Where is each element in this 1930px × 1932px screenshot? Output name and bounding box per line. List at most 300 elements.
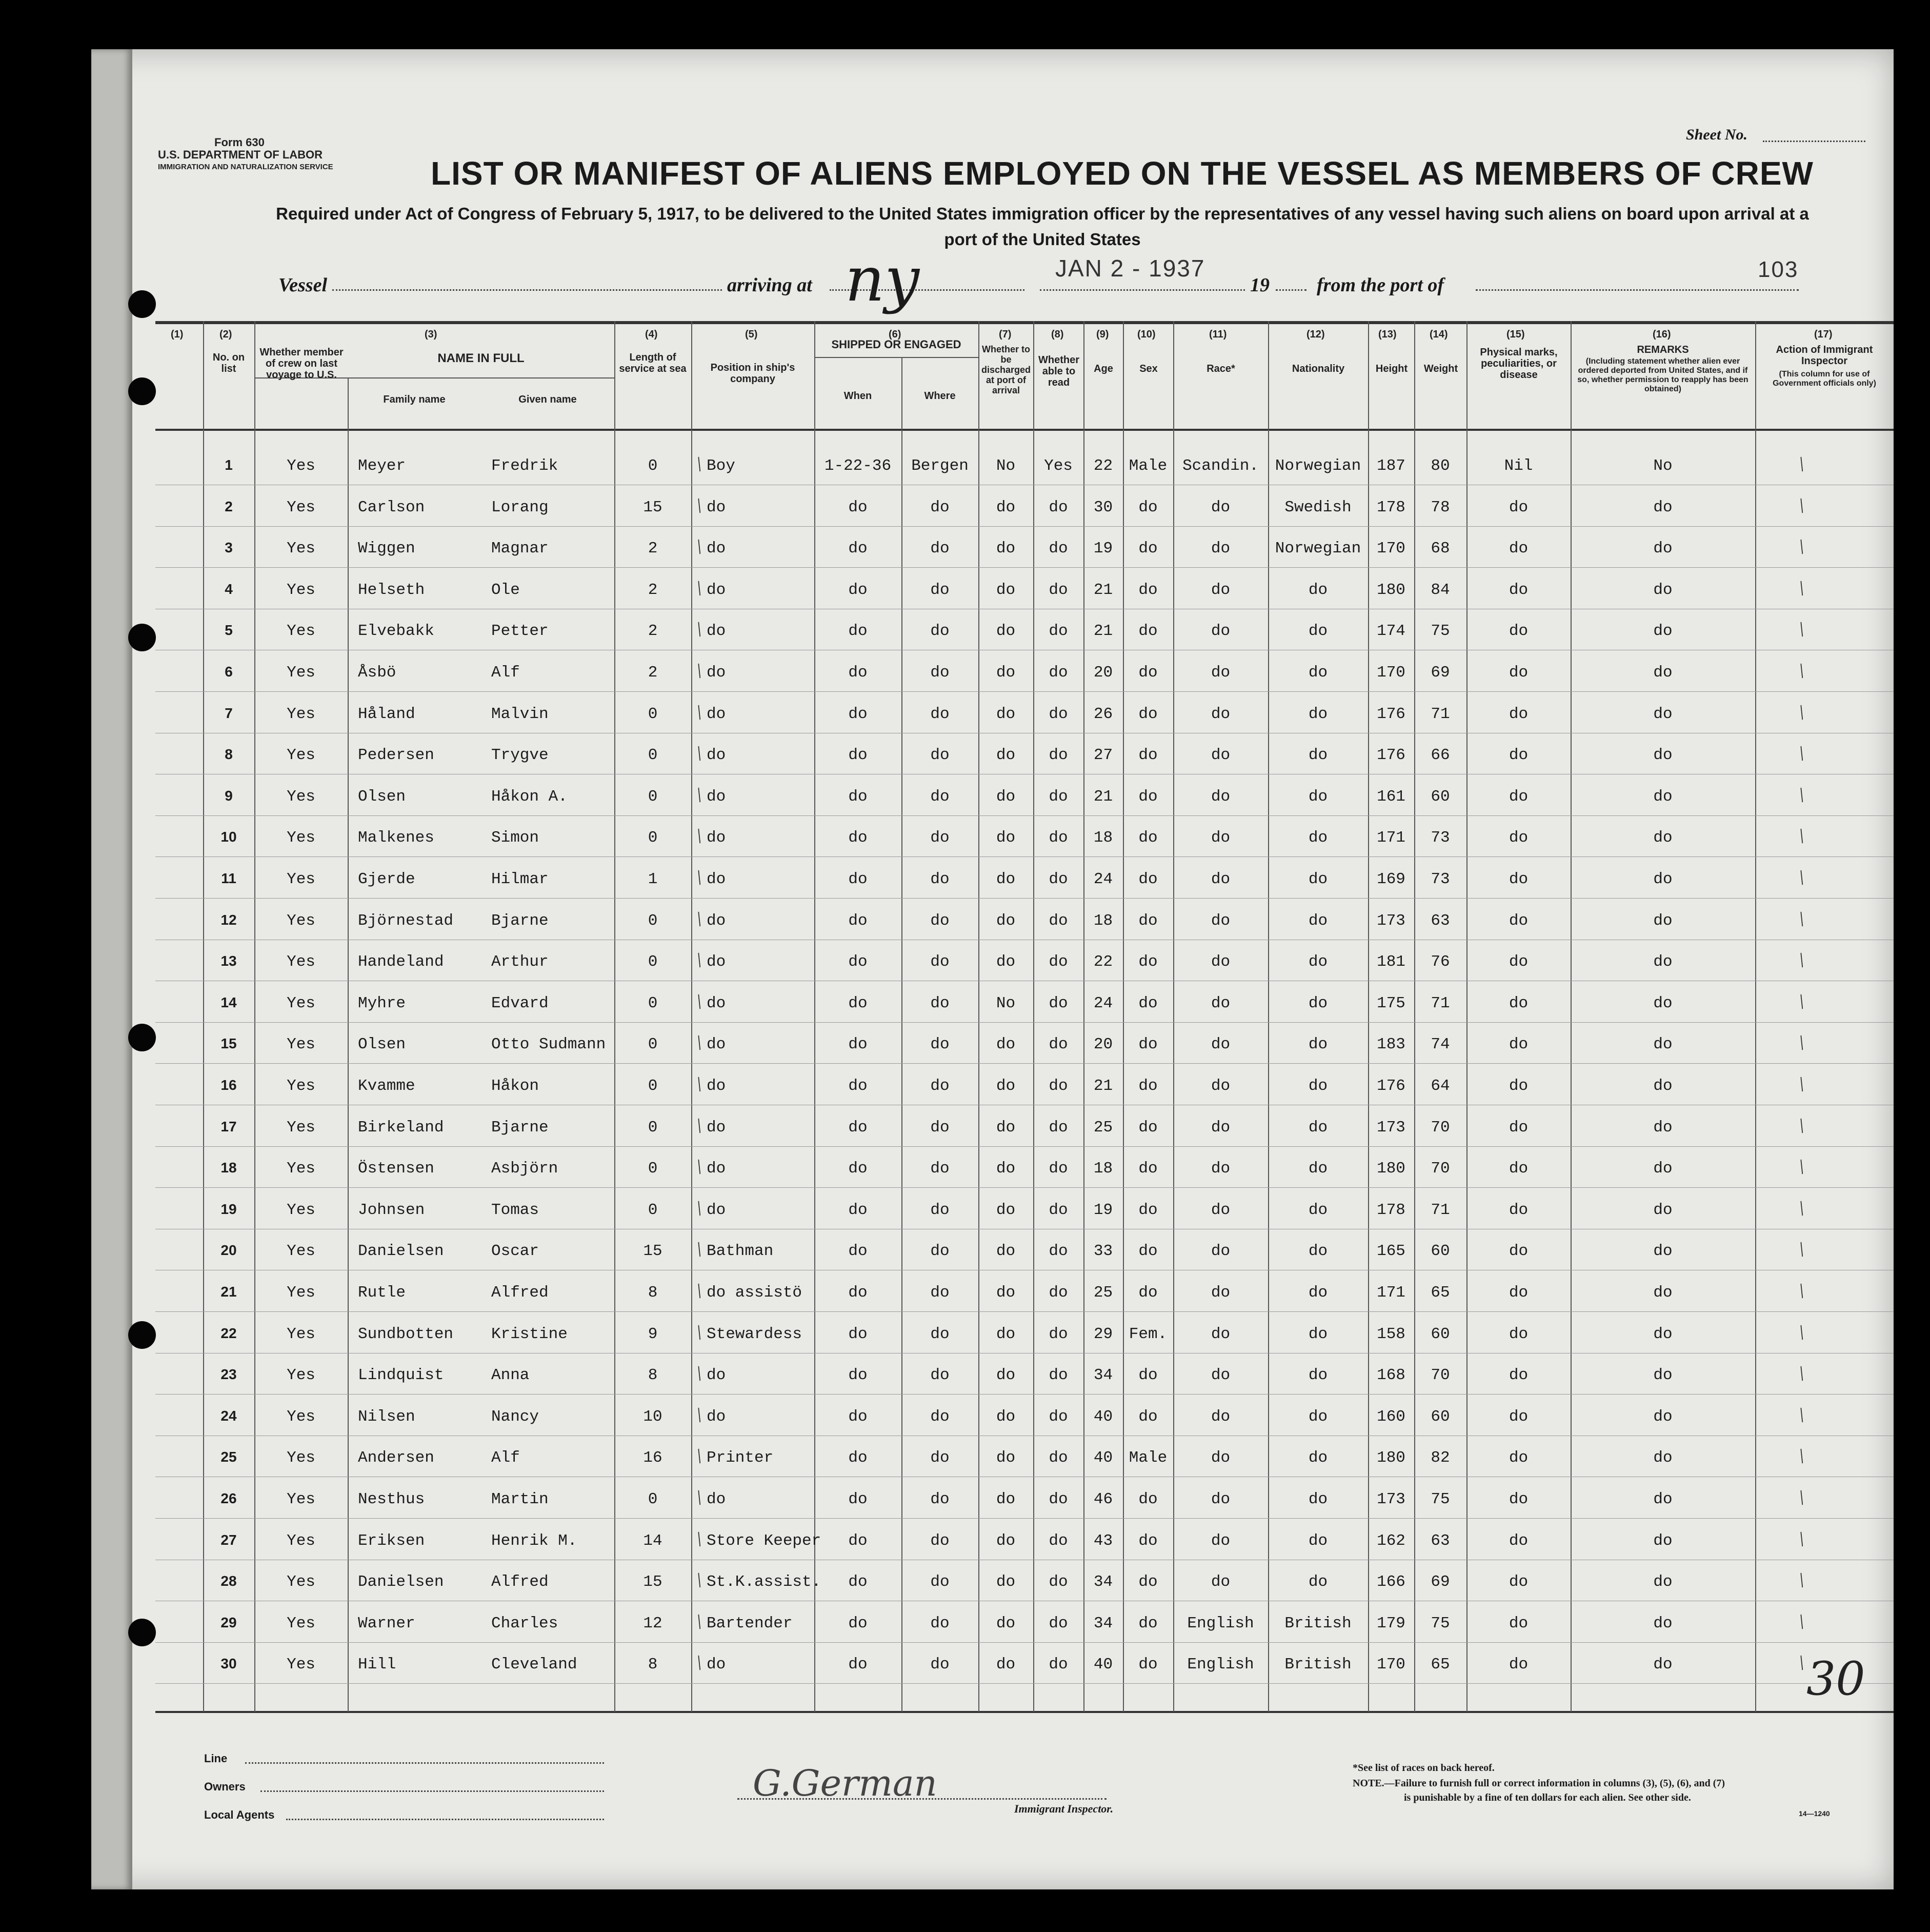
cell-discharged: do bbox=[996, 870, 1016, 888]
cell-discharged: do bbox=[996, 1284, 1016, 1302]
cell-sex: do bbox=[1138, 499, 1158, 516]
cell-age: 21 bbox=[1093, 581, 1113, 599]
cell-discharged: do bbox=[996, 1532, 1016, 1550]
cell-nationality: do bbox=[1308, 870, 1328, 888]
cell-able-to-read: do bbox=[1049, 1035, 1068, 1053]
cell-weight: 71 bbox=[1431, 994, 1450, 1012]
cell-weight: 65 bbox=[1431, 1656, 1450, 1674]
cell-remarks: do bbox=[1653, 1532, 1673, 1550]
cell-discharged: No bbox=[996, 994, 1016, 1012]
cell-sex: do bbox=[1138, 705, 1158, 723]
cell-age: 18 bbox=[1093, 912, 1113, 930]
form-identifier bbox=[158, 136, 333, 173]
arriving-label: arriving at bbox=[727, 274, 812, 296]
cell-given-name: Malvin bbox=[491, 705, 549, 723]
cell-service-length: 0 bbox=[648, 1490, 658, 1508]
cell-service-length: 14 bbox=[643, 1532, 662, 1550]
table-row bbox=[91, 1025, 1894, 1066]
cell-discharged: do bbox=[996, 1242, 1016, 1260]
cell-family-name: Hill bbox=[358, 1656, 396, 1674]
table-row bbox=[91, 1398, 1894, 1439]
cell-family-name: Gjerde bbox=[358, 870, 415, 888]
check-mark-icon: / bbox=[1794, 1527, 1810, 1551]
cell-physical-marks: do bbox=[1509, 912, 1529, 930]
cell-row-number: 22 bbox=[220, 1325, 237, 1341]
cell-discharged: do bbox=[996, 1449, 1016, 1467]
table-row bbox=[91, 1149, 1894, 1190]
cell-nationality: do bbox=[1308, 829, 1328, 847]
row-rule bbox=[155, 567, 1894, 568]
cell-able-to-read: do bbox=[1049, 1573, 1068, 1591]
cell-service-length: 0 bbox=[648, 788, 658, 806]
cell-physical-marks: do bbox=[1509, 1532, 1529, 1550]
cell-given-name: Bjarne bbox=[491, 912, 549, 930]
cell-crew-last-voyage: Yes bbox=[287, 1284, 315, 1302]
col3-header: NAME IN FULL bbox=[437, 351, 525, 365]
cell-row-number: 27 bbox=[220, 1532, 237, 1548]
cell-remarks: do bbox=[1653, 540, 1673, 557]
cell-remarks: do bbox=[1653, 499, 1673, 516]
col8-header: Whether able to read bbox=[1038, 354, 1079, 388]
cell-discharged: do bbox=[996, 912, 1016, 930]
cell-shipped-where: do bbox=[930, 1615, 950, 1632]
cell-discharged: do bbox=[996, 581, 1016, 599]
cell-service-length: 8 bbox=[648, 1656, 658, 1674]
col13-header: Height bbox=[1375, 363, 1408, 374]
col16-num: (16) bbox=[1653, 329, 1671, 340]
cell-physical-marks: do bbox=[1509, 1366, 1529, 1384]
line-field bbox=[245, 1762, 604, 1764]
col5-num: (5) bbox=[745, 329, 758, 340]
page-subtitle-cont: port of the United States bbox=[944, 230, 1141, 249]
cell-shipped-when: do bbox=[848, 1119, 868, 1137]
cell-given-name: Bjarne bbox=[491, 1119, 549, 1137]
cell-remarks: do bbox=[1653, 1490, 1673, 1508]
cell-able-to-read: do bbox=[1049, 1325, 1068, 1343]
cell-shipped-where: do bbox=[930, 1325, 950, 1343]
cell-shipped-where: do bbox=[930, 1532, 950, 1550]
cell-row-number: 24 bbox=[220, 1408, 237, 1424]
cell-sex: do bbox=[1138, 1366, 1158, 1384]
cell-weight: 75 bbox=[1431, 1490, 1450, 1508]
table-row bbox=[91, 1067, 1894, 1108]
cell-crew-last-voyage: Yes bbox=[287, 912, 315, 930]
cell-height: 178 bbox=[1377, 1201, 1405, 1219]
cell-sex: do bbox=[1138, 581, 1158, 599]
check-mark-icon: / bbox=[1794, 493, 1810, 517]
cell-position: Boy bbox=[707, 457, 735, 475]
cell-age: 20 bbox=[1093, 1035, 1113, 1053]
cell-shipped-where: do bbox=[930, 788, 950, 806]
form-code: 14—1240 bbox=[1799, 1809, 1830, 1818]
cell-able-to-read: do bbox=[1049, 540, 1068, 557]
cell-physical-marks: do bbox=[1509, 622, 1529, 640]
cell-position: Bartender bbox=[707, 1615, 793, 1632]
cell-shipped-when: do bbox=[848, 581, 868, 599]
cell-weight: 60 bbox=[1431, 788, 1450, 806]
cell-nationality: do bbox=[1308, 788, 1328, 806]
check-mark-icon: / bbox=[1794, 1403, 1810, 1427]
cell-row-number: 18 bbox=[220, 1160, 237, 1176]
cell-nationality: Norwegian bbox=[1275, 540, 1361, 557]
cell-race: do bbox=[1211, 1532, 1231, 1550]
table-row bbox=[91, 695, 1894, 736]
cell-shipped-where: do bbox=[930, 1490, 950, 1508]
cell-shipped-where: do bbox=[930, 746, 950, 764]
check-mark-icon: / bbox=[1794, 907, 1810, 931]
cell-age: 29 bbox=[1093, 1325, 1113, 1343]
owners-label: Owners bbox=[204, 1780, 246, 1793]
cell-weight: 74 bbox=[1431, 1035, 1450, 1053]
cell-height: 170 bbox=[1377, 540, 1405, 557]
col9-num: (9) bbox=[1096, 329, 1109, 340]
cell-service-length: 0 bbox=[648, 953, 658, 971]
col3-num: (3) bbox=[425, 329, 437, 340]
check-mark-icon: / bbox=[1794, 989, 1810, 1013]
cell-family-name: Handeland bbox=[358, 953, 444, 971]
cell-family-name: Kvamme bbox=[358, 1077, 415, 1095]
cell-row-number: 30 bbox=[220, 1656, 237, 1671]
cell-given-name: Arthur bbox=[491, 953, 549, 971]
cell-row-number: 23 bbox=[220, 1366, 237, 1382]
cell-given-name: Nancy bbox=[491, 1408, 539, 1426]
cell-race: English bbox=[1187, 1656, 1254, 1674]
cell-shipped-where: do bbox=[930, 953, 950, 971]
cell-weight: 70 bbox=[1431, 1366, 1450, 1384]
cell-sex: do bbox=[1138, 746, 1158, 764]
cell-race: do bbox=[1211, 1366, 1231, 1384]
cell-weight: 70 bbox=[1431, 1119, 1450, 1137]
cell-family-name: Andersen bbox=[358, 1449, 434, 1467]
cell-discharged: do bbox=[996, 1160, 1016, 1178]
cell-remarks: do bbox=[1653, 870, 1673, 888]
cell-discharged: do bbox=[996, 540, 1016, 557]
date-field bbox=[1040, 289, 1245, 291]
cell-height: 179 bbox=[1377, 1615, 1405, 1632]
table-row bbox=[91, 819, 1894, 860]
cell-discharged: do bbox=[996, 705, 1016, 723]
row-rule bbox=[155, 526, 1894, 527]
cell-height: 176 bbox=[1377, 1077, 1405, 1095]
cell-remarks: do bbox=[1653, 1615, 1673, 1632]
cell-crew-last-voyage: Yes bbox=[287, 1119, 315, 1137]
cell-sex: do bbox=[1138, 1284, 1158, 1302]
check-mark-icon: / bbox=[692, 824, 707, 848]
cell-race: do bbox=[1211, 1119, 1231, 1137]
table-row bbox=[91, 736, 1894, 777]
cell-position: do bbox=[707, 746, 726, 764]
cell-position: do bbox=[707, 540, 726, 557]
cell-row-number: 5 bbox=[225, 622, 233, 638]
cell-discharged: do bbox=[996, 622, 1016, 640]
cell-discharged: do bbox=[996, 953, 1016, 971]
cell-weight: 84 bbox=[1431, 581, 1450, 599]
cell-service-length: 0 bbox=[648, 1201, 658, 1219]
cell-discharged: No bbox=[996, 457, 1016, 475]
cell-service-length: 16 bbox=[643, 1449, 662, 1467]
cell-shipped-when: do bbox=[848, 1615, 868, 1632]
cell-shipped-where: do bbox=[930, 664, 950, 682]
cell-physical-marks: do bbox=[1509, 953, 1529, 971]
cell-able-to-read: do bbox=[1049, 622, 1068, 640]
cell-nationality: do bbox=[1308, 1408, 1328, 1426]
check-mark-icon: / bbox=[1794, 948, 1810, 972]
cell-shipped-where: do bbox=[930, 1366, 950, 1384]
cell-family-name: Rutle bbox=[358, 1284, 406, 1302]
check-mark-icon: / bbox=[692, 989, 707, 1013]
cell-sex: do bbox=[1138, 1077, 1158, 1095]
cell-position: do bbox=[707, 499, 726, 516]
cell-service-length: 0 bbox=[648, 1160, 658, 1178]
table-row bbox=[91, 860, 1894, 901]
check-mark-icon: / bbox=[1794, 534, 1810, 559]
cell-shipped-when: do bbox=[848, 912, 868, 930]
col9-header: Age bbox=[1094, 363, 1113, 374]
cell-shipped-when: do bbox=[848, 664, 868, 682]
cell-shipped-where: do bbox=[930, 1656, 950, 1674]
cell-height: 170 bbox=[1377, 664, 1405, 682]
check-mark-icon: / bbox=[692, 1568, 707, 1592]
cell-able-to-read: do bbox=[1049, 1532, 1068, 1550]
col3-given-header: Given name bbox=[518, 394, 577, 405]
cell-physical-marks: do bbox=[1509, 1035, 1529, 1053]
cell-shipped-when: do bbox=[848, 622, 868, 640]
cell-race: do bbox=[1211, 581, 1231, 599]
cell-nationality: do bbox=[1308, 1532, 1328, 1550]
cell-weight: 73 bbox=[1431, 870, 1450, 888]
table-row bbox=[91, 1522, 1894, 1563]
col3-family-header: Family name bbox=[383, 394, 446, 405]
cell-service-length: 2 bbox=[648, 581, 658, 599]
table-row bbox=[91, 1604, 1894, 1645]
cell-height: 180 bbox=[1377, 1160, 1405, 1178]
cell-shipped-where: Bergen bbox=[911, 457, 969, 475]
cell-given-name: Alfred bbox=[491, 1284, 549, 1302]
cell-race: do bbox=[1211, 1201, 1231, 1219]
cell-physical-marks: do bbox=[1509, 1656, 1529, 1674]
cell-given-name: Tomas bbox=[491, 1201, 539, 1219]
cell-weight: 78 bbox=[1431, 499, 1450, 516]
cell-physical-marks: do bbox=[1509, 1325, 1529, 1343]
cell-weight: 64 bbox=[1431, 1077, 1450, 1095]
cell-row-number: 2 bbox=[225, 499, 233, 514]
cell-sex: do bbox=[1138, 829, 1158, 847]
cell-nationality: do bbox=[1308, 581, 1328, 599]
cell-position: do bbox=[707, 705, 726, 723]
table-bottom-rule bbox=[155, 1711, 1894, 1713]
col17-note: (This column for use of Government officials only) bbox=[1773, 370, 1876, 388]
cell-nationality: do bbox=[1308, 1160, 1328, 1178]
cell-position: do bbox=[707, 1035, 726, 1053]
col7-header: Whether to be discharged at port of arrival bbox=[981, 344, 1031, 395]
cell-weight: 71 bbox=[1431, 1201, 1450, 1219]
cell-row-number: 9 bbox=[225, 788, 233, 804]
cell-race: do bbox=[1211, 1449, 1231, 1467]
list-number: 103 bbox=[1758, 257, 1799, 282]
cell-position: do bbox=[707, 1408, 726, 1426]
col10-num: (10) bbox=[1137, 329, 1156, 340]
cell-physical-marks: do bbox=[1509, 788, 1529, 806]
cell-crew-last-voyage: Yes bbox=[287, 457, 315, 475]
check-mark-icon: / bbox=[1794, 1196, 1810, 1220]
check-mark-icon: / bbox=[692, 1196, 707, 1220]
inspector-signature: G.German bbox=[753, 1762, 937, 1804]
table-row bbox=[91, 1191, 1894, 1232]
check-mark-icon: / bbox=[1794, 700, 1810, 724]
cell-given-name: Alf bbox=[491, 664, 520, 682]
cell-discharged: do bbox=[996, 1325, 1016, 1343]
cell-given-name: Martin bbox=[491, 1490, 549, 1508]
cell-position: do bbox=[707, 622, 726, 640]
check-mark-icon: / bbox=[1794, 783, 1810, 807]
cell-crew-last-voyage: Yes bbox=[287, 581, 315, 599]
cell-race: do bbox=[1211, 1284, 1231, 1302]
cell-sex: do bbox=[1138, 1242, 1158, 1260]
cell-service-length: 2 bbox=[648, 622, 658, 640]
cell-position: do bbox=[707, 912, 726, 930]
cell-shipped-where: do bbox=[930, 705, 950, 723]
cell-shipped-when: do bbox=[848, 788, 868, 806]
cell-shipped-when: do bbox=[848, 953, 868, 971]
cell-nationality: do bbox=[1308, 746, 1328, 764]
cell-discharged: do bbox=[996, 499, 1016, 516]
line-label: Line bbox=[204, 1752, 228, 1765]
cell-position: do bbox=[707, 664, 726, 682]
cell-age: 24 bbox=[1093, 994, 1113, 1012]
cell-able-to-read: do bbox=[1049, 581, 1068, 599]
cell-position: do bbox=[707, 1119, 726, 1137]
cell-height: 180 bbox=[1377, 581, 1405, 599]
cell-weight: 76 bbox=[1431, 953, 1450, 971]
cell-row-number: 3 bbox=[225, 540, 233, 555]
cell-given-name: Asbjörn bbox=[491, 1160, 558, 1178]
cell-given-name: Cleveland bbox=[491, 1656, 577, 1674]
cell-physical-marks: do bbox=[1509, 1408, 1529, 1426]
cell-weight: 69 bbox=[1431, 1573, 1450, 1591]
check-mark-icon: / bbox=[1794, 452, 1810, 476]
cell-crew-last-voyage: Yes bbox=[287, 994, 315, 1012]
check-mark-icon: / bbox=[692, 493, 707, 517]
cell-weight: 65 bbox=[1431, 1284, 1450, 1302]
cell-family-name: Nesthus bbox=[358, 1490, 425, 1508]
cell-family-name: Danielsen bbox=[358, 1573, 444, 1591]
cell-remarks: do bbox=[1653, 1284, 1673, 1302]
cell-height: 181 bbox=[1377, 953, 1405, 971]
cell-crew-last-voyage: Yes bbox=[287, 1160, 315, 1178]
table-row bbox=[91, 1315, 1894, 1356]
cell-crew-last-voyage: Yes bbox=[287, 1656, 315, 1674]
table-top-rule bbox=[155, 321, 1894, 324]
check-mark-icon: / bbox=[1794, 1279, 1810, 1303]
col6-num: (6) bbox=[889, 329, 901, 340]
cell-age: 40 bbox=[1093, 1408, 1113, 1426]
cell-physical-marks: do bbox=[1509, 1573, 1529, 1591]
cell-crew-last-voyage: Yes bbox=[287, 1615, 315, 1632]
cell-shipped-when: do bbox=[848, 540, 868, 557]
cell-shipped-where: do bbox=[930, 829, 950, 847]
col6-where-header: Where bbox=[924, 390, 956, 402]
cell-crew-last-voyage: Yes bbox=[287, 870, 315, 888]
cell-sex: do bbox=[1138, 953, 1158, 971]
col16-note: (Including statement whether alien ever ordered deported from United States, and if so, whether permission to reapply has been obtained) bbox=[1577, 357, 1748, 393]
table-row bbox=[91, 902, 1894, 943]
cell-remarks: do bbox=[1653, 1242, 1673, 1260]
cell-sex: do bbox=[1138, 912, 1158, 930]
cell-family-name: Nilsen bbox=[358, 1408, 415, 1426]
cell-row-number: 26 bbox=[220, 1490, 237, 1506]
cell-shipped-when: do bbox=[848, 1408, 868, 1426]
cell-service-length: 9 bbox=[648, 1325, 658, 1343]
cell-given-name: Hilmar bbox=[491, 870, 549, 888]
table-row bbox=[91, 1356, 1894, 1397]
cell-weight: 73 bbox=[1431, 829, 1450, 847]
check-mark-icon: / bbox=[692, 576, 707, 600]
check-mark-icon: / bbox=[1794, 1320, 1810, 1344]
cell-shipped-when: do bbox=[848, 1284, 868, 1302]
owners-field bbox=[260, 1790, 604, 1792]
cell-able-to-read: do bbox=[1049, 1119, 1068, 1137]
cell-physical-marks: do bbox=[1509, 1615, 1529, 1632]
cell-weight: 63 bbox=[1431, 1532, 1450, 1550]
cell-height: 183 bbox=[1377, 1035, 1405, 1053]
col12-num: (12) bbox=[1306, 329, 1325, 340]
from-port-field bbox=[1476, 289, 1799, 291]
cell-remarks: do bbox=[1653, 705, 1673, 723]
cell-race: Scandin. bbox=[1182, 457, 1259, 475]
cell-given-name: Ole bbox=[491, 581, 520, 599]
col17-num: (17) bbox=[1814, 329, 1833, 340]
cell-service-length: 1 bbox=[648, 870, 658, 888]
cell-position: do bbox=[707, 870, 726, 888]
cell-shipped-when: do bbox=[848, 746, 868, 764]
cell-given-name: Alf bbox=[491, 1449, 520, 1467]
col4-header: Length of service at sea bbox=[619, 352, 687, 374]
cell-height: 160 bbox=[1377, 1408, 1405, 1426]
cell-nationality: do bbox=[1308, 1201, 1328, 1219]
cell-nationality: do bbox=[1308, 1325, 1328, 1343]
cell-position: do bbox=[707, 1366, 726, 1384]
cell-sex: do bbox=[1138, 1035, 1158, 1053]
cell-position: do bbox=[707, 1160, 726, 1178]
col4-num: (4) bbox=[645, 329, 658, 340]
cell-age: 33 bbox=[1093, 1242, 1113, 1260]
cell-race: do bbox=[1211, 829, 1231, 847]
col11-header: Race* bbox=[1207, 363, 1235, 374]
cell-row-number: 11 bbox=[221, 870, 236, 886]
cell-family-name: Olsen bbox=[358, 1035, 406, 1053]
cell-sex: do bbox=[1138, 788, 1158, 806]
check-mark-icon: / bbox=[1794, 1237, 1810, 1261]
cell-nationality: do bbox=[1308, 1490, 1328, 1508]
cell-sex: do bbox=[1138, 1408, 1158, 1426]
cell-row-number: 16 bbox=[220, 1077, 237, 1093]
cell-remarks: do bbox=[1653, 1077, 1673, 1095]
cell-able-to-read: do bbox=[1049, 746, 1068, 764]
cell-shipped-when: do bbox=[848, 1656, 868, 1674]
cell-crew-last-voyage: Yes bbox=[287, 1573, 315, 1591]
cell-age: 34 bbox=[1093, 1366, 1113, 1384]
form-department: U.S. DEPARTMENT OF LABOR bbox=[158, 148, 323, 161]
cell-height: 162 bbox=[1377, 1532, 1405, 1550]
cell-given-name: Magnar bbox=[491, 540, 549, 557]
cell-family-name: Helseth bbox=[358, 581, 425, 599]
cell-position: Stewardess bbox=[707, 1325, 802, 1343]
check-mark-icon: / bbox=[1794, 1113, 1810, 1138]
table-row bbox=[91, 529, 1894, 570]
cell-service-length: 0 bbox=[648, 705, 658, 723]
cell-family-name: Sundbotten bbox=[358, 1325, 454, 1343]
cell-shipped-when: do bbox=[848, 1160, 868, 1178]
